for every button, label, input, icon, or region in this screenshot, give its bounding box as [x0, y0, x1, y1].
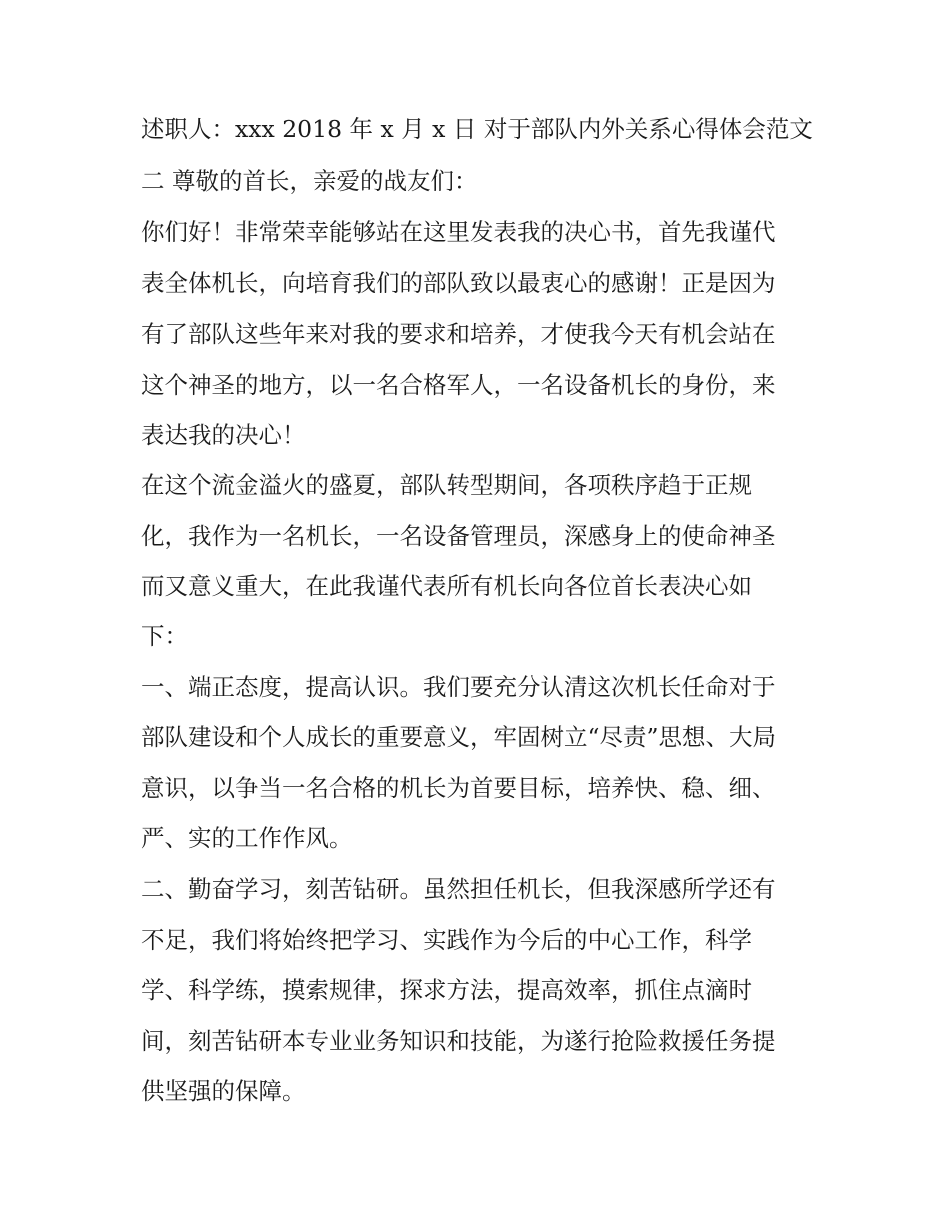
- section-heading-line: 二、勤奋学习，刻苦钻研。虽然担任机长，但我深感所学还有: [141, 875, 776, 903]
- text-line: 学、科学练，摸索规律，探求方法，提高效率，抓住点滴时: [141, 976, 752, 1004]
- text-line: 这个神圣的地方，以一名合格军人，一名设备机长的身份，来: [141, 371, 776, 399]
- text-line: 表达我的决心！: [141, 421, 306, 449]
- text-line: 下：: [141, 622, 188, 650]
- author-line: 述职人：xxx 2018 年 x 月 x 日 对于部队内外关系心得体会范文: [141, 115, 813, 143]
- text-line: 而又意义重大，在此我谨代表所有机长向各位首长表决心如: [141, 572, 752, 600]
- text-line: 表全体机长，向培育我们的部队致以最衷心的感谢！正是因为: [141, 269, 776, 297]
- text-line: 不足，我们将始终把学习、实践作为今后的中心工作，科学: [141, 926, 752, 954]
- text-line: 严、实的工作作风。: [141, 824, 353, 852]
- text-line: 化，我作为一名机长，一名设备管理员，深感身上的使命神圣: [141, 522, 776, 550]
- text-line: 有了部队这些年来对我的要求和培养，才使我今天有机会站在: [141, 320, 776, 348]
- text-line: 在这个流金溢火的盛夏，部队转型期间，各项秩序趋于正规: [141, 471, 752, 499]
- section-heading-line: 一、端正态度，提高认识。我们要充分认清这次机长任命对于: [141, 673, 776, 701]
- text-line: 部队建设和个人成长的重要意义，牢固树立“尽责”思想、大局: [141, 723, 777, 751]
- text-line: 间，刻苦钻研本专业业务知识和技能，为遂行抢险救援任务提: [141, 1027, 776, 1055]
- text-line: 你们好！非常荣幸能够站在这里发表我的决心书，首先我谨代: [141, 218, 776, 246]
- text-line: 供坚强的保障。: [141, 1077, 306, 1105]
- text-line: 意识，以争当一名合格的机长为首要目标，培养快、稳、细、: [141, 774, 776, 802]
- salutation-line: 二 尊敬的首长，亲爱的战友们：: [141, 167, 478, 195]
